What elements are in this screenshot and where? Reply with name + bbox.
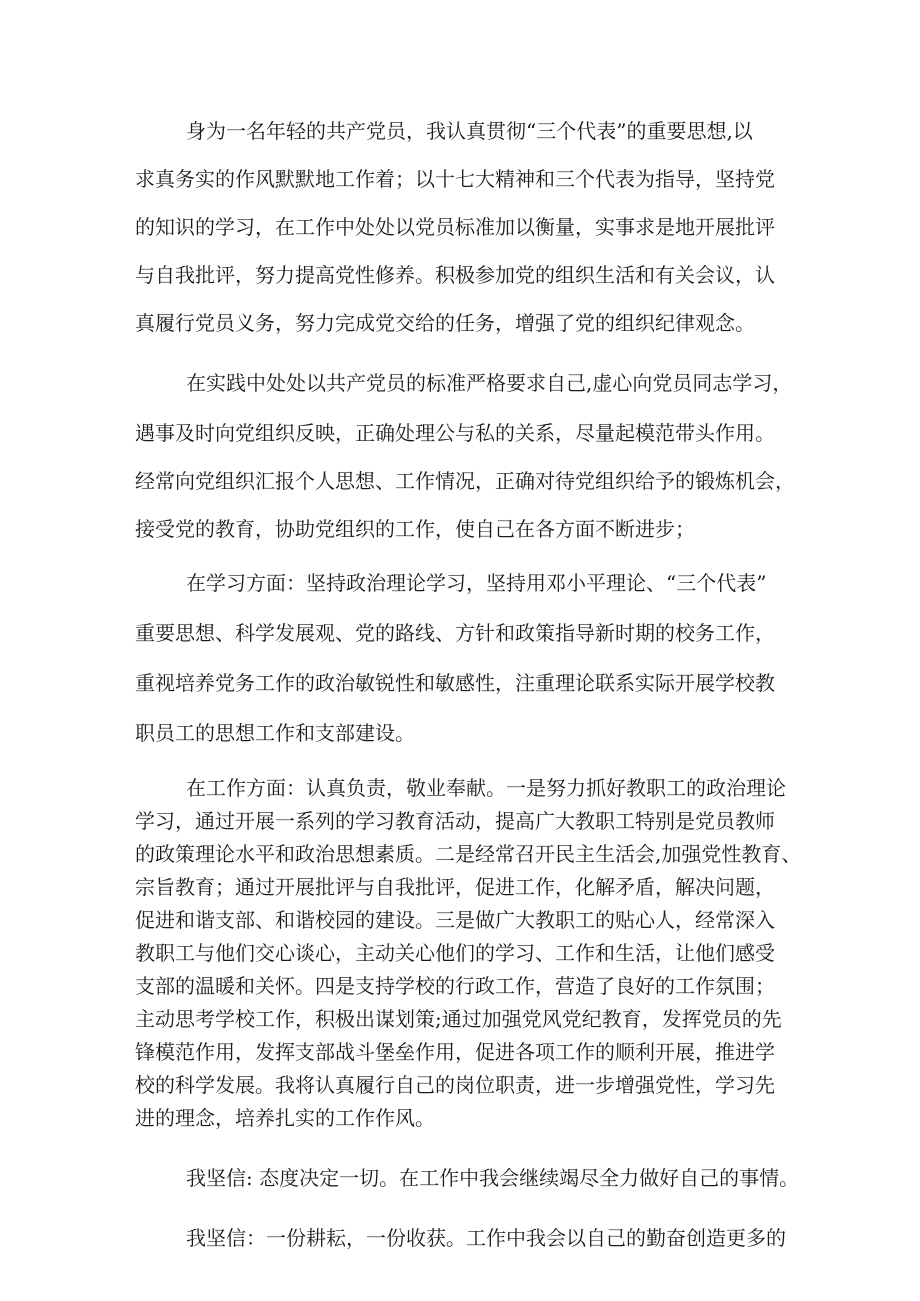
paragraph-3-line-2: 重要思想、科学发展观、党的路线、方针和政策指导新时期的校务工作， <box>135 621 775 645</box>
paragraph-4-line-4: 宗旨教育；通过开展批评与自我批评，促进工作，化解矛盾，解决问题， <box>135 875 775 899</box>
paragraph-4-line-3: 的政策理论水平和政治思想素质。二是经常召开民主生活会,加强党性教育、 <box>135 842 802 866</box>
paragraph-4-line-8: 主动思考学校工作，积极出谋划策;通过加强党风党纪教育，发挥党员的先 <box>135 1007 782 1031</box>
paragraph-1-line-4: 与自我批评，努力提高党性修养。积极参加党的组织生活和有关会议，认 <box>135 263 775 287</box>
paragraph-4-line-5: 促进和谐支部、和谐校园的建设。三是做广大教职工的贴心人，经常深入 <box>135 908 775 932</box>
paragraph-4-line-10: 校的科学发展。我将认真履行自己的岗位职责，进一步增强党性，学习先 <box>135 1073 775 1097</box>
paragraph-1-line-3: 的知识的学习，在工作中处处以党员标准加以衡量，实事求是地开展批评 <box>135 215 775 239</box>
paragraph-1-line-2: 求真务实的作风默默地工作着；以十七大精神和三个代表为指导，坚持党 <box>135 167 775 191</box>
paragraph-3-line-4: 职员工的思想工作和支部建设。 <box>135 721 415 745</box>
paragraph-1-line-1: 身为一名年轻的共产党员，我认真贯彻“三个代表”的重要思想,以 <box>186 119 753 143</box>
paragraph-2-line-1: 在实践中处处以共产党员的标准严格要求自己,虚心向党员同志学习， <box>186 371 793 395</box>
paragraph-4-line-9: 锋模范作用，发挥支部战斗堡垒作用，促进各项工作的顺利开展，推进学 <box>135 1040 775 1064</box>
paragraph-4-line-11: 进的理念，培养扎实的工作作风。 <box>135 1106 435 1130</box>
paragraph-2-line-4: 接受党的教育，协助党组织的工作，使自己在各方面不断进步； <box>135 517 695 541</box>
paragraph-4-line-6: 教职工与他们交心谈心，主动关心他们的学习、工作和生活，让他们感受 <box>135 941 775 965</box>
paragraph-2-line-3: 经常向党组织汇报个人思想、工作情况，正确对待党组织给予的锻炼机会， <box>135 469 795 493</box>
paragraph-4-line-2: 学习，通过开展一系列的学习教育活动，提高广大教职工特别是党员教师 <box>135 809 775 833</box>
paragraph-3-line-1: 在学习方面：坚持政治理论学习，坚持用邓小平理论、“三个代表” <box>186 571 767 595</box>
paragraph-2-line-2: 遇事及时向党组织反映，正确处理公与私的关系，尽量起模范带头作用。 <box>135 421 775 445</box>
paragraph-1-line-5: 真履行党员义务，努力完成党交给的任务，增强了党的组织纪律观念。 <box>135 311 755 335</box>
paragraph-3-line-3: 重视培养党务工作的政治敏锐性和敏感性，注重理论联系实际开展学校教 <box>135 671 775 695</box>
paragraph-4-line-1: 在工作方面：认真负责，敬业奉献。一是努力抓好教职工的政治理论 <box>186 776 786 800</box>
paragraph-4-line-7: 支部的温暖和关怀。四是支持学校的行政工作，营造了良好的工作氛围； <box>135 974 775 998</box>
paragraph-6-line-1: 我坚信：一份耕耘，一份收获。工作中我会以自己的勤奋创造更多的 <box>186 1226 786 1250</box>
paragraph-5-line-1: 我坚信: 态度决定一切。在工作中我会继续竭尽全力做好自己的事情。 <box>186 1166 800 1190</box>
